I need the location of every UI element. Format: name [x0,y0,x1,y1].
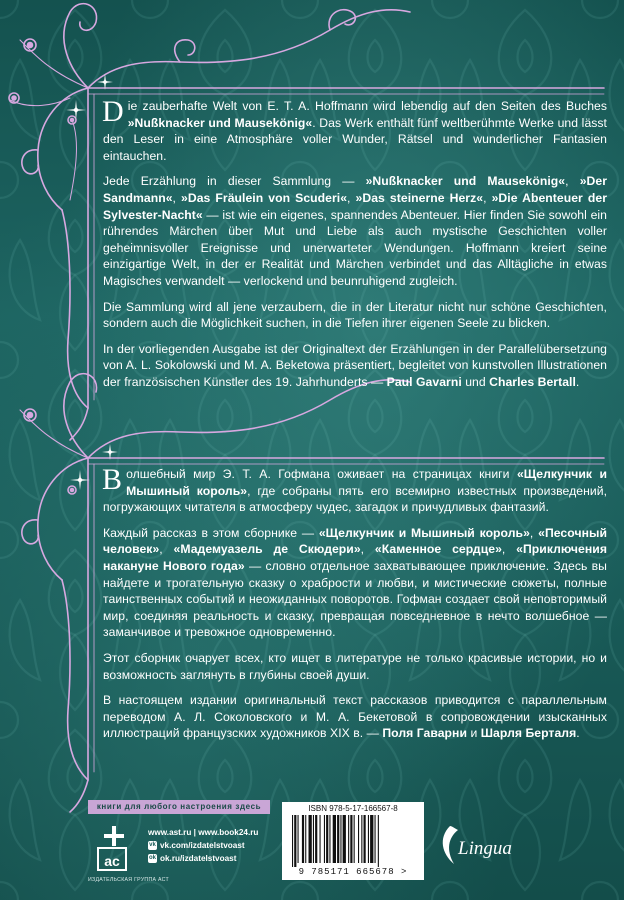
ok-link[interactable] [148,852,258,865]
german-illustrator-2: Charles Bertall [489,374,576,389]
barcode-bar [354,815,355,863]
barcode-bar [337,815,339,863]
german-paragraph-3: Die Sammlung wird all jene verzaubern, die in der Literatur nicht nur schöne Geschichten, sondern auch die Möglichkeit suchen, in die Tiefen ihrer eigenen Seele zu blicken. [103,299,607,331]
german-p1-text-a: ie zauberhafte Welt von E. T. A. Hoffmann wird lebendig auf den Seiten des Buches [127,99,607,113]
russian-illustrator-1: Поля Гаварни [382,726,468,741]
vk-link-text[interactable]: vk.com/izdatelstvoast [160,841,245,850]
german-p1-title: »Nußknacker und Mausekönig« [127,115,313,130]
barcode-bar [320,815,321,863]
publisher-caption: ИЗДАТЕЛЬСКАЯ ГРУППА АСТ [88,877,169,883]
russian-title-1: «Щелкунчик и Мышиный король» [318,525,530,540]
russian-p1-text-c: , где собраны пять его всемирно известных произведений, погружающих читателя в атмосферу чудес, загадок и причудливых фантазий. [103,483,608,515]
russian-dropcap: В [102,463,123,496]
german-p4-text-a: In der vorliegenden Ausgabe ist der Originaltext der Erzählungen in der Parallelübersetzung von A. L. Sokolowski und M. A. Beketowa präsentiert, begleitet von kunstvollen Illustrationen der französischen Künstler des 19. Jahrhunderts — [103,341,607,389]
russian-p4-end: . [576,726,580,741]
german-paragraph-2: Jede Erzählung in dieser Sammlung — »Nußknacker und Mausekönig«, »Der Sandmann«, »Das Fräulein von Scuderi«, »Das steinerne Herz«, »Die Abenteuer der Sylvester-Nacht« — ist wie ein eigenes, spannendes Abenteuer. Hier finden Sie sowohl ein rührendes Märchen über Mut und Liebe als auch mystische Geschichten voller geheimnisvoller Ereignisse und unerwarteter Wendungen. Hoffmann kreiert seine einzigartige Welt, in der er Realität und Märchen verbindet und das Alltägliche in etwas Magisches verwandelt — verlockend und beunruhigend zugleich. [103,174,608,288]
german-illustrator-1: Paul Gavarni [386,374,462,389]
barcode-digits: 9 785171 665678 > [298,867,408,877]
german-title-5: »Die Abenteuer der Sylvester-Nacht« [103,190,608,222]
german-p1-text-c: . Das Werk enthält fünf weltberühmte Werke und lässt den Leser in eine Atmosphäre voller Wunder, Rätsel und wunderlicher Fantasien eintauchen. [103,115,607,163]
barcode-bar [315,815,317,863]
barcode-bar [333,815,336,863]
ast-logo-icon [92,824,132,872]
russian-paragraph-3: Этот сборник очарует всех, кто ищет в литературе не только красивые истории, но и возможность заглянуть в глубины своей души. [103,650,607,682]
barcode-bar [375,815,376,863]
german-paragraph-1 [102,95,607,164]
german-p2-text-a: Jede Erzählung in dieser Sammlung — [103,174,366,189]
german-p4-and: und [461,374,490,389]
vk-link[interactable] [148,839,258,852]
barcode-bar [302,815,304,863]
german-paragraph-4 [103,341,607,391]
russian-p1-text-a: олшебный мир Э. Т. А. Гофмана оживает на страницах книги [126,467,517,481]
german-description [102,95,608,400]
site-links [148,826,258,839]
german-title-1: »Nußknacker und Mausekönig« [365,174,566,189]
barcode-bar [368,815,369,863]
ok-link-text[interactable]: ok.ru/izdatelstvoast [160,854,237,863]
german-title-3: »Das Fräulein von Scuderi« [181,190,348,205]
barcode-bar [324,815,325,863]
barcode-bar [348,815,349,863]
imprint-name: Lingua [458,838,512,859]
russian-p4-and: и [467,726,481,741]
ok-icon: ok [148,855,156,861]
russian-paragraph-2: Каждый рассказ в этом сборнике — «Щелкунчик и Мышиный король», «Песочный человек», «Мадемуазель де Скюдери», «Каменное сердце», «Приключения накануне Нового года» — словно отдельное захватывающее приключение. Здесь вы найдете и трогательную сказку о храбрости и любви, и мистические сюжеты, полные таинственных событий и неожиданных поворотов. Гофман создает свой неповторимый мир, соединяя реальность и сказку, превращая повседневное в нечто волшебное — заманчивое и тревожное одновременно. [103,525,607,640]
vk-icon: vk [149,842,156,848]
russian-description [102,463,608,751]
barcode-bar [309,815,312,863]
russian-p2-text-b: — словно отдельное захватывающее приключение. Здесь вы найдете и трогательную сказку о храбрости и любви, и мистические сюжеты, полные таинственных событий и неожиданных поворотов. Гофман создает свой неповторимый мир, соединяя реальность и сказку, превращая повседневное в нечто волшебное — заманчивое и тревожное одновременно. [103,558,607,640]
barcode-bars [288,815,418,867]
barcode-bar [364,815,366,863]
barcode-bar [361,815,362,863]
russian-title-4: «Каменное сердце» [374,542,502,557]
german-title-2: »Der Sandmann« [103,174,607,205]
site-links-text[interactable]: www.ast.ru | www.book24.ru [148,828,259,837]
ast-logo-text: ac [104,853,120,869]
barcode-bar [340,815,341,863]
barcode-bar [358,815,359,863]
barcode-bar [298,815,299,863]
barcode-bar [370,815,373,863]
barcode-bar [326,815,328,863]
barcode-bar [305,815,306,863]
german-title-4: »Das steinerne Herz« [355,190,484,205]
barcode-bar [294,815,296,867]
isbn-text: ISBN 978-5-17-166567-8 [308,804,398,813]
german-dropcap: D [102,95,124,128]
russian-title-5: «Приключения накануне Нового года» [103,542,607,573]
barcode-bar [378,815,379,867]
german-p2-text-b: — ist wie ein eigenes, spannendes Abenteuer. Hier finden Sie sowohl ein rührendes Märchen über Mut und Liebe als auch mystische Geschichten voller geheimnisvoller Ereignisse und unerwarteter Wendungen. Hoffmann kreiert seine einzigartige Welt, in der er Realität und Märchen verbindet und das Alltägliche in etwas Magisches verwandelt — verlockend und beunruhigend zugleich. [103,207,607,288]
russian-title-2: «Песочный человек» [103,525,607,557]
russian-p2-text-a: Каждый рассказ в этом сборнике — [103,525,319,540]
barcode-bar [292,815,293,867]
isbn-barcode [282,802,424,880]
german-p4-end: . [575,374,580,389]
tagline-bar: книги для любого настроения здесь [88,800,270,814]
barcode-bar [350,815,352,863]
russian-title-3: «Мадемуазель де Скюдери» [173,542,361,557]
russian-p4-text-a: В настоящем издании оригинальный текст рассказов приводится с параллельным переводом А. Л. Соколовского и М. А. Бекетовой в сопровождении изысканных иллюстраций французских художников XIX в. — [103,693,607,741]
russian-illustrator-2: Шарля Берталя [480,726,577,741]
barcode-bar [343,815,346,863]
barcode-bar [313,815,314,863]
barcode-bar [329,815,330,863]
russian-paragraph-1 [102,463,608,516]
russian-p1-title: «Щелкунчик и Мышиный король» [126,467,607,498]
russian-paragraph-4 [103,692,607,742]
publisher-links [148,826,258,865]
